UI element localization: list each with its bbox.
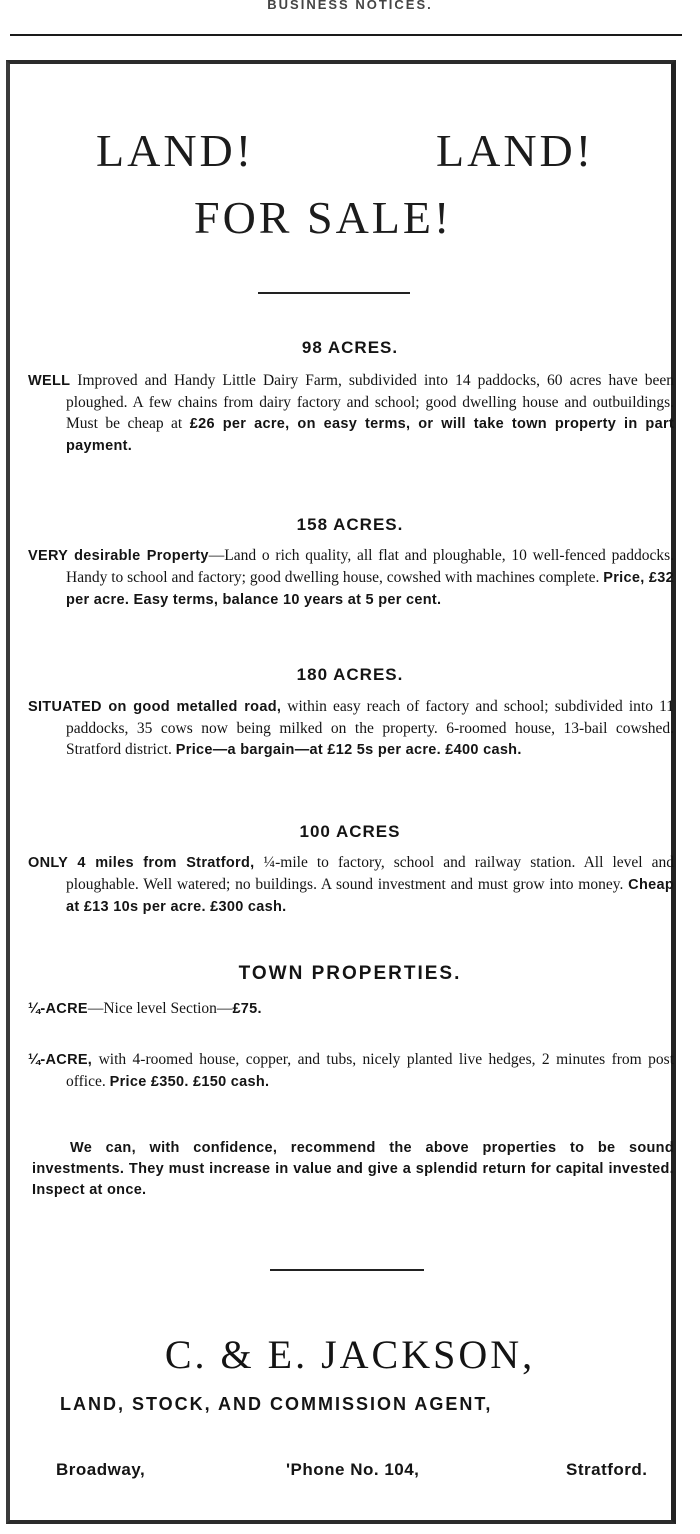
listing-lead: VERY desirable Property [28, 548, 209, 564]
listing-body: Improved and Handy Little Dairy Farm, subdivided into 14 paddocks, 60 acres have been ploughed. A few chains from dairy factory and school; good dwelling house and outbuildings. Must be cheap at [66, 372, 674, 432]
listing-paragraph [28, 545, 674, 611]
listing-lead: ONLY 4 miles from Stratford, [28, 855, 255, 871]
town-property-item [28, 998, 674, 1020]
listing-lead: WELL [28, 373, 71, 389]
listing-body: —Land o rich quality, all flat and ploughable, 10 well-fenced paddocks. Handy to school and factory; good dwelling house, cowshed with machines complete. [66, 547, 674, 586]
recommendation-text: We can, with confidence, recommend the above properties to be sound investments. They must increase in value and give a splendid return for capital invested. Inspect at once. [32, 1140, 674, 1198]
agent-street: Broadway, [56, 1460, 146, 1479]
agent-town: Stratford. [566, 1460, 648, 1479]
listing-heading: 180 ACRES. [296, 665, 404, 684]
page-header-strip: BUSINESS NOTICES. [267, 0, 433, 12]
agent-name: C. & E. JACKSON, [164, 1332, 536, 1377]
headline-subtitle: FOR SALE! [194, 192, 453, 243]
listing-terms: £26 per acre, on easy terms, or will take town property in part payment. [66, 416, 675, 454]
town-property-price: Price £350. £150 cash. [109, 1074, 270, 1090]
listing-terms: Price, £32 per acre. Easy terms, balance 10 years at 5 per cent. [66, 570, 674, 608]
footer-divider [270, 1269, 424, 1271]
listing-paragraph [28, 696, 674, 761]
town-property-item [28, 1049, 674, 1093]
headline-left: LAND! [96, 125, 255, 176]
agent-title: LAND, STOCK, AND COMMISSION AGENT, [60, 1394, 493, 1414]
agent-phone: 'Phone No. 104, [286, 1460, 420, 1479]
town-property-lead: ¼-ACRE [28, 1001, 88, 1017]
listing-body: ¼-mile to factory, school and railway station. All level and ploughable. Well watered; no buildings. A sound investment and must grow into money. [66, 854, 674, 893]
advertisement-frame [6, 60, 676, 1524]
town-property-price: £75. [232, 1001, 262, 1017]
town-property-body: with 4-roomed house, copper, and tubs, nicely planted live hedges, 2 minutes from post office. [66, 1051, 674, 1090]
listing-heading: 158 ACRES. [296, 515, 404, 534]
top-rule [10, 34, 682, 36]
town-property-body: —Nice level Section— [87, 1000, 233, 1017]
listing-body: within easy reach of factory and school; subdivided into 11 paddocks, 35 cows now being milked on the property. 6-roomed house, 13-bail cowshed. Stratford district. [66, 698, 674, 758]
listing-terms: Cheap at £13 10s per acre. £300 cash. [66, 877, 674, 915]
listing-lead: SITUATED on good metalled road, [28, 699, 282, 715]
town-properties-heading: TOWN PROPERTIES. [238, 963, 462, 984]
headline-divider [258, 292, 410, 294]
town-property-lead: ¼-ACRE, [28, 1052, 93, 1068]
listing-terms: Price—a bargain—at £12 5s per acre. £400 cash. [175, 742, 522, 758]
listing-heading: 100 ACRES [299, 822, 401, 841]
listing-paragraph [28, 852, 674, 918]
listing-paragraph [28, 370, 674, 457]
listing-heading: 98 ACRES. [301, 338, 399, 357]
headline-right: LAND! [436, 125, 595, 176]
